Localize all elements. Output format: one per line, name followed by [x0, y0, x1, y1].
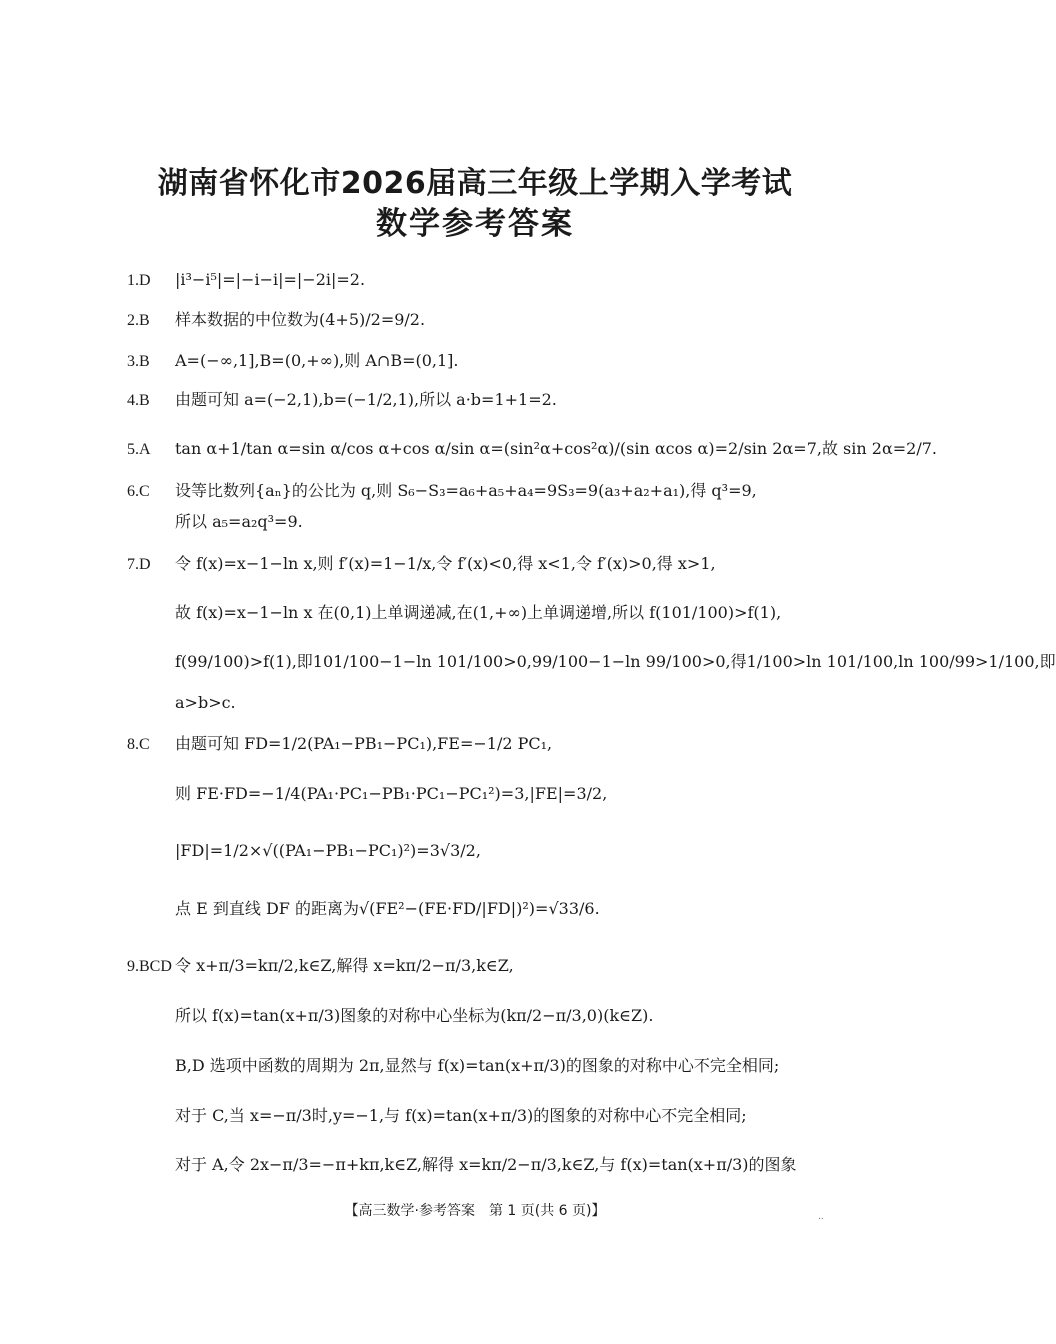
- answer-key-title: 数学参考答案: [376, 206, 574, 242]
- answer-line: [127, 272, 365, 289]
- answer-line: [127, 695, 236, 711]
- answer-text: a>b>c.: [175, 693, 236, 712]
- answer-number: 3.B: [127, 353, 150, 370]
- answer-number: 6.C: [127, 483, 150, 500]
- answer-text: f(99/100)>f(1),即101/100−1−ln 101/100>0,99/100−1−ln 99/100>0,得1/100>ln 101/100,ln 100/99>1/100,即: [175, 652, 1056, 671]
- answer-text: |i³−i⁵|=|−i−i|=|−2i|=2.: [175, 270, 366, 289]
- answer-text: |FD|=1/2×√((PA₁−PB₁−PC₁)²)=3√3/2,: [175, 841, 481, 860]
- answer-line: [127, 901, 600, 917]
- answer-text: 由题可知 FD=1/2(PA₁−PB₁−PC₁),FE=−1/2 PC₁,: [175, 734, 553, 753]
- answer-text: 样本数据的中位数为(4+5)/2=9/2.: [175, 310, 426, 329]
- answer-line: [127, 1108, 747, 1124]
- answer-line: [127, 556, 716, 573]
- answer-text: 令 x+π/3=kπ/2,k∈Z,解得 x=kπ/2−π/3,k∈Z,: [175, 956, 514, 975]
- answer-line: [127, 483, 757, 500]
- answer-text: B,D 选项中函数的周期为 2π,显然与 f(x)=tan(x+π/3)的图象的对称中心不完全相同;: [175, 1056, 780, 1075]
- answer-line: [127, 392, 557, 409]
- answer-text: 设等比数列{aₙ}的公比为 q,则 S₆−S₃=a₆+a₅+a₄=9S₃=9(a₃+a₂+a₁),得 q³=9,: [175, 481, 757, 500]
- answer-text: 故 f(x)=x−1−ln x 在(0,1)上单调递减,在(1,+∞)上单调递增,所以 f(101/100)>f(1),: [175, 603, 782, 622]
- answer-text: 点 E 到直线 DF 的距离为√(FE²−(FE·FD/|FD|)²)=√33/6.: [175, 899, 600, 918]
- answer-line: [127, 514, 303, 530]
- answer-line: [127, 353, 459, 370]
- answer-text: 则 FE·FD=−1/4(PA₁·PC₁−PB₁·PC₁−PC₁²)=3,|FE|=3/2,: [175, 784, 608, 803]
- answer-number: 2.B: [127, 312, 150, 329]
- page-footer: 【高三数学·参考答案 第 1 页(共 6 页)】: [344, 1203, 606, 1219]
- answer-number: 7.D: [127, 556, 151, 573]
- answer-text: 对于 A,令 2x−π/3=−π+kπ,k∈Z,解得 x=kπ/2−π/3,k∈Z,与 f(x)=tan(x+π/3)的图象: [175, 1155, 797, 1174]
- answer-line: [127, 843, 481, 859]
- answer-text: A=(−∞,1],B=(0,+∞),则 A∩B=(0,1].: [175, 351, 459, 370]
- answer-line: [127, 736, 552, 753]
- answer-line: [127, 1157, 797, 1173]
- answer-text: 对于 C,当 x=−π/3时,y=−1,与 f(x)=tan(x+π/3)的图象的对称中心不完全相同;: [175, 1106, 747, 1125]
- answer-line: [127, 605, 781, 621]
- corner-mark: ..: [818, 1212, 824, 1222]
- answer-line: [127, 312, 425, 329]
- answer-number: 5.A: [127, 441, 151, 458]
- answer-line: [127, 441, 937, 458]
- answer-text: 由题可知 a=(−2,1),b=(−1/2,1),所以 a·b=1+1=2.: [175, 390, 557, 409]
- answer-text: 令 f(x)=x−1−ln x,则 f′(x)=1−1/x,令 f′(x)<0,得 x<1,令 f′(x)>0,得 x>1,: [175, 554, 716, 573]
- answer-line: [127, 1058, 779, 1074]
- answer-number: 4.B: [127, 392, 150, 409]
- answer-line: [127, 786, 607, 802]
- answer-line: [127, 1008, 653, 1024]
- answer-text: tan α+1/tan α=sin α/cos α+cos α/sin α=(sin²α+cos²α)/(sin αcos α)=2/sin 2α=7,故 sin 2α=2/7.: [175, 439, 937, 458]
- answer-number: 1.D: [127, 272, 151, 289]
- answer-number: 8.C: [127, 736, 150, 753]
- answer-number: 9.BCD: [127, 958, 172, 975]
- exam-title: 湖南省怀化市2026届高三年级上学期入学考试: [157, 166, 793, 201]
- answer-text: 所以 f(x)=tan(x+π/3)图象的对称中心坐标为(kπ/2−π/3,0)(k∈Z).: [175, 1006, 654, 1025]
- answer-line: [127, 958, 514, 975]
- answer-line: [127, 654, 1056, 670]
- answer-text: 所以 a₅=a₂q³=9.: [175, 512, 303, 531]
